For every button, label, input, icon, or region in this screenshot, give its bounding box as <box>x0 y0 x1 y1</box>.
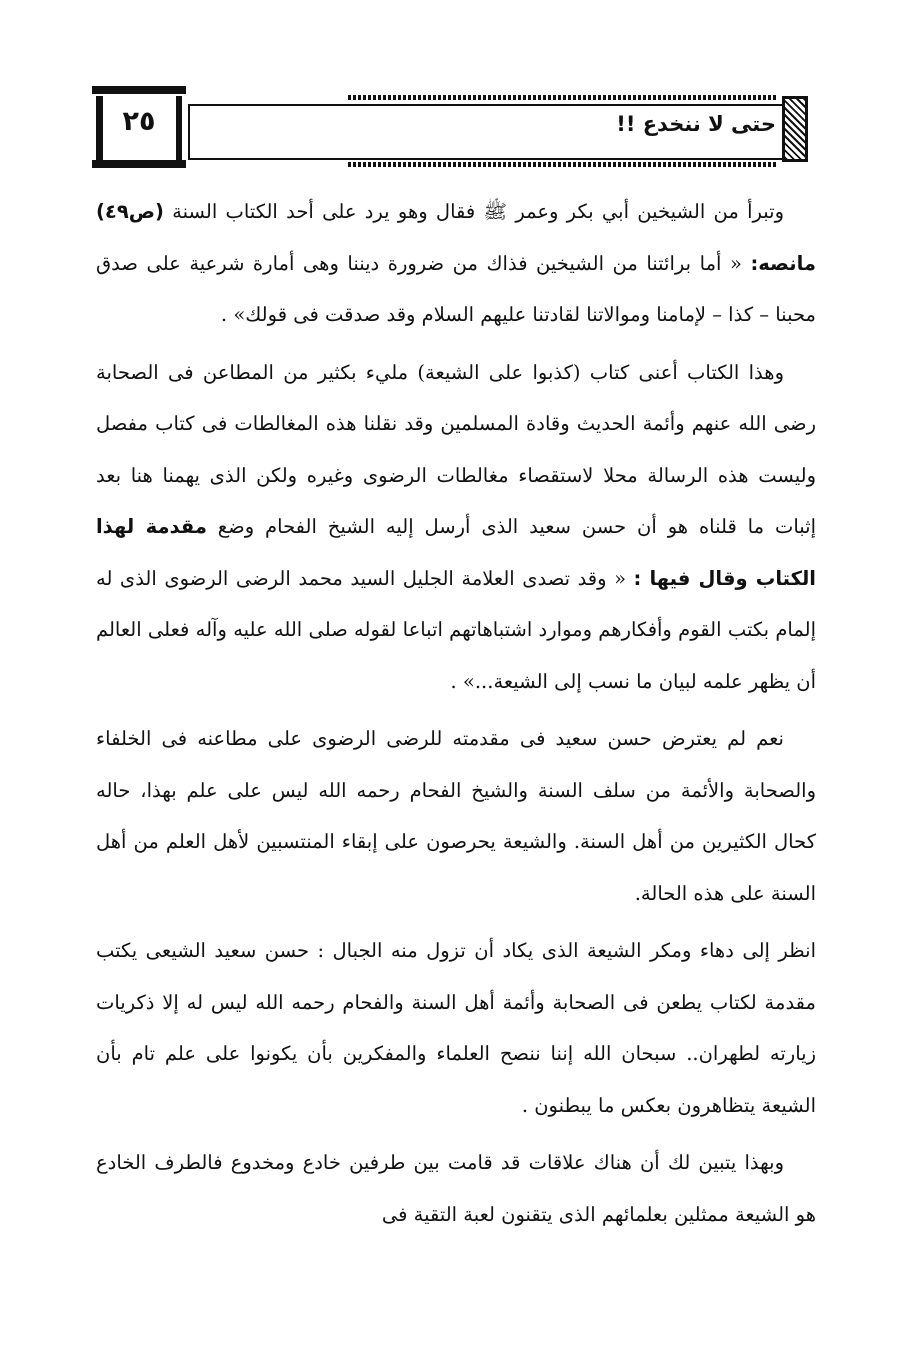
header-dashed-rule-bottom <box>348 162 778 167</box>
paragraph-2-text-a: وهذا الكتاب أعنى كتاب (كذبوا على الشيعة) مليء بكثير من المطاعن فى الصحابة رضى الله عنهم وأئمة الحديث وقادة المسلمين وقد نقلنا هذه المغالطات فى كتاب مفصل وليست هذه الرسالة محلا لاستقصاء مغالطات الرضوى وغيره ولكن الذى يهمنا هنا بعد إثبات ما قلناه هو أن حسن سعيد الذى أرسل إليه الشيخ الفحام وضع <box>96 360 816 538</box>
header-ornament-right <box>782 96 808 162</box>
ornament-bar-right <box>176 96 182 162</box>
ornament-bar-top <box>92 86 186 94</box>
ornament-bar-left <box>96 96 103 162</box>
paragraph-4: انظر إلى دهاء ومكر الشيعة الذى يكاد أن تزول منه الجبال : حسن سعيد الشيعى يكتب مقدمة لكتاب يطعن فى الصحابة وأئمة أهل السنة والفحام رحمه الله ليس له إلا ذكريات زيارته لطهران.. سبحان الله إننا ننصح العلماء والمفكرين بأن يكونوا على علم تام بأن الشيعة يتظاهرون بعكس ما يبطنون . <box>96 939 816 1117</box>
paragraph-5: وبهذا يتبين لك أن هناك علاقات قد قامت بين طرفين خادع ومخدوع فالطرف الخادع هو الشيعة ممثلين بعلمائهم الذى يتقنون لعبة التقية فى <box>96 1151 816 1226</box>
page-body <box>96 186 816 1246</box>
page-number: ٢٥ <box>122 106 156 137</box>
page-number-box <box>92 86 186 166</box>
paragraph-2 <box>96 347 816 708</box>
paragraph-3: نعم لم يعترض حسن سعيد فى مقدمته للرضى الرضوى على مطاعنه فى الخلفاء والصحابة والأئمة من سلف السنة والشيخ الفحام رحمه الله ليس على علم بهذا، حاله كحال الكثيرين من أهل السنة. والشيعة يحرصون على إبقاء المنتسبين لأهل العلم من أهل السنة على هذه الحالة. <box>96 727 816 905</box>
page-header <box>88 82 818 172</box>
paragraph-2-text-b: « وقد تصدى العلامة الجليل السيد محمد الرضى الرضوى الذى له إلمام بكتب القوم وأفكارهم وموارد اشتباهاتهم اتباعا لقوله صلى الله عليه وآله فعلى العالم أن يظهر علمه لبيان ما نسب إلى الشيعة...» . <box>96 566 816 693</box>
ornament-bar-bottom <box>92 160 186 168</box>
paragraph-2-emphasis: مقدمة لهذا الكتاب وقال فيها : <box>96 515 816 590</box>
paragraph-1 <box>96 186 816 341</box>
paragraph-1-text-a: وتبرأ من الشيخين أبي بكر وعمر ﷺ فقال وهو يرد على أحد الكتاب السنة <box>163 200 784 223</box>
header-dashed-rule-top <box>348 95 778 100</box>
running-title: حتى لا ننخدع !! <box>616 112 776 136</box>
paragraph-1-text-b: « أما برائتنا من الشيخين فذاك من ضرورة ديننا وهى أمارة شرعية على صدق محبنا – كذا – لإمامنا وموالاتنا لقادتنا عليهم السلام وقد صدقت فى قولك» . <box>96 251 816 326</box>
paragraph-1-emphasis: (ص٤٩) مانصه: <box>96 200 816 275</box>
